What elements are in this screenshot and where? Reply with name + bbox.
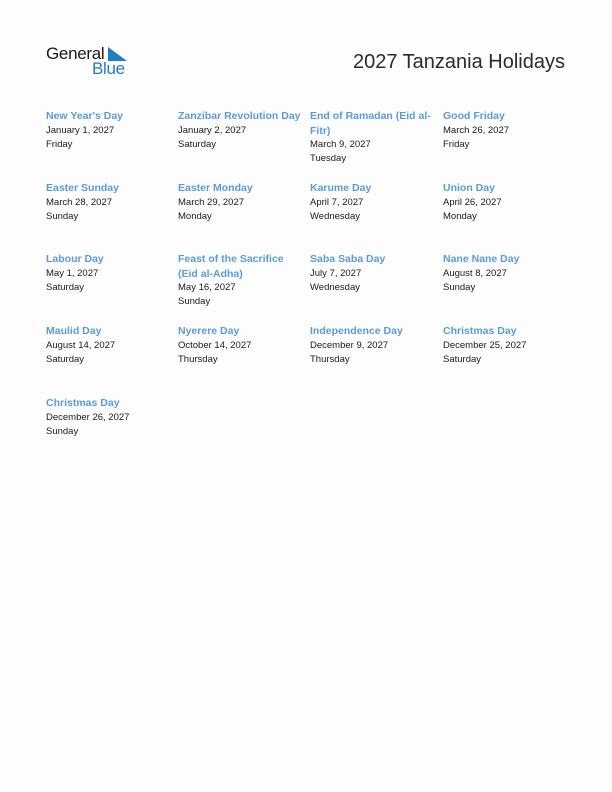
holiday-name: Nyerere Day bbox=[178, 325, 240, 337]
holiday-name: Maulid Day bbox=[46, 325, 102, 337]
holiday-item bbox=[310, 324, 436, 367]
holiday-item bbox=[46, 396, 172, 439]
holiday-date: January 2, 2027 bbox=[178, 124, 247, 136]
holiday-item bbox=[443, 324, 569, 367]
holiday-weekday: Sunday bbox=[178, 296, 211, 307]
page-title: 2027 Tanzania Holidays bbox=[352, 51, 565, 73]
holiday-weekday: Friday bbox=[443, 138, 470, 150]
holiday-item bbox=[443, 109, 569, 152]
holiday-item bbox=[178, 324, 304, 367]
holiday-weekday: Friday bbox=[46, 138, 73, 150]
holiday-weekday: Thursday bbox=[178, 353, 218, 365]
holiday-weekday: Monday bbox=[443, 210, 477, 222]
holiday-weekday: Thursday bbox=[310, 353, 350, 365]
holiday-date: March 29, 2027 bbox=[178, 196, 245, 208]
holiday-name: New Year's Day bbox=[46, 110, 124, 122]
logo-text-blue: Blue bbox=[92, 59, 125, 78]
holiday-weekday: Sunday bbox=[46, 210, 79, 222]
holiday-name: Karume Day bbox=[310, 182, 372, 194]
holiday-name: Labour Day bbox=[46, 253, 104, 265]
holiday-weekday: Tuesday bbox=[310, 153, 347, 164]
holiday-date: March 26, 2027 bbox=[443, 124, 510, 136]
holiday-date: December 9, 2027 bbox=[310, 339, 389, 351]
holiday-name: Union Day bbox=[443, 182, 495, 194]
holiday-weekday: Saturday bbox=[46, 281, 85, 293]
holiday-item bbox=[178, 181, 304, 224]
holiday-item bbox=[46, 109, 172, 152]
holiday-item bbox=[443, 252, 569, 295]
holiday-name: Christmas Day bbox=[443, 325, 517, 337]
holiday-name: Independence Day bbox=[310, 325, 403, 337]
holiday-date: January 1, 2027 bbox=[46, 124, 115, 136]
holiday-name: Easter Monday bbox=[178, 182, 253, 194]
holiday-weekday: Wednesday bbox=[310, 281, 360, 293]
holiday-weekday: Sunday bbox=[443, 281, 476, 293]
holiday-name: Feast of the Sacrifice (Eid al-Adha) bbox=[178, 253, 284, 280]
holiday-date: May 16, 2027 bbox=[178, 282, 236, 293]
holiday-name: End of Ramadan (Eid al-Fitr) bbox=[310, 110, 431, 137]
holiday-date: April 26, 2027 bbox=[443, 196, 502, 208]
holiday-item bbox=[46, 324, 172, 367]
holiday-date: May 1, 2027 bbox=[46, 267, 99, 279]
holiday-name: Christmas Day bbox=[46, 397, 120, 409]
holiday-weekday: Saturday bbox=[46, 353, 85, 365]
generalblue-logo bbox=[46, 43, 136, 79]
holiday-name: Nane Nane Day bbox=[443, 253, 520, 265]
holiday-date: August 14, 2027 bbox=[46, 339, 116, 351]
holiday-weekday: Monday bbox=[178, 210, 212, 222]
holiday-date: March 9, 2027 bbox=[310, 139, 371, 150]
holiday-date: December 26, 2027 bbox=[46, 411, 130, 423]
holiday-date: August 8, 2027 bbox=[443, 267, 507, 279]
holiday-date: December 25, 2027 bbox=[443, 339, 527, 351]
holiday-date: March 28, 2027 bbox=[46, 196, 113, 208]
holiday-name: Saba Saba Day bbox=[310, 253, 386, 265]
holiday-weekday: Saturday bbox=[178, 138, 217, 150]
holiday-date: October 14, 2027 bbox=[178, 339, 252, 351]
holiday-name: Easter Sunday bbox=[46, 182, 119, 194]
holiday-item bbox=[310, 252, 436, 295]
logo-text-general: General bbox=[46, 44, 105, 63]
holiday-date: April 7, 2027 bbox=[310, 196, 364, 208]
holiday-item bbox=[46, 252, 172, 295]
holiday-item bbox=[178, 109, 304, 152]
holiday-item bbox=[178, 252, 296, 309]
holiday-name: Good Friday bbox=[443, 110, 505, 122]
holiday-name: Zanzibar Revolution Day bbox=[178, 110, 301, 122]
holiday-weekday: Saturday bbox=[443, 353, 482, 365]
holiday-weekday: Wednesday bbox=[310, 210, 360, 222]
holiday-item bbox=[310, 109, 432, 166]
holiday-weekday: Sunday bbox=[46, 425, 79, 437]
holiday-item bbox=[443, 181, 569, 224]
holiday-item bbox=[46, 181, 172, 224]
holiday-date: July 7, 2027 bbox=[310, 267, 362, 279]
holiday-item bbox=[310, 181, 436, 224]
